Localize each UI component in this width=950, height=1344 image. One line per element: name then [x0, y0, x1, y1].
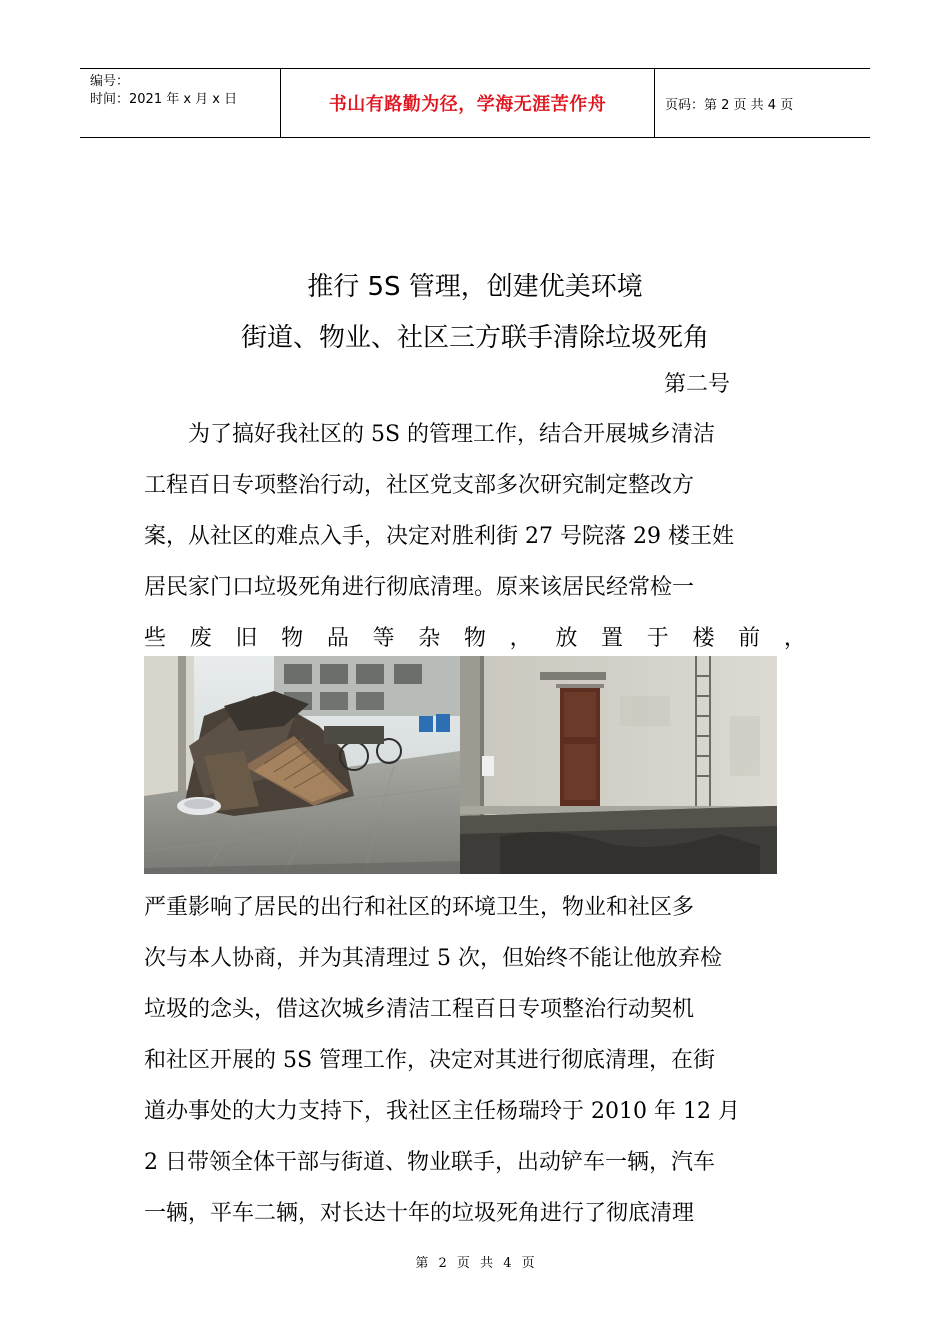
paragraph-2: [144, 882, 806, 1239]
page-footer: 第 2 页 共 4 页: [415, 1256, 535, 1271]
char: 于: [646, 626, 669, 651]
time-label: 时间：2021 年 x 月 x 日: [90, 92, 238, 107]
text-line: 案，从社区的难点入手，决定对胜利街 27 号院落 29 楼王姓: [144, 524, 734, 549]
text-line: 工程百日专项整治行动，社区党支部多次研究制定整改方: [144, 473, 695, 498]
char: 前: [738, 626, 761, 651]
char: ，: [509, 626, 532, 651]
char: 物: [463, 626, 486, 651]
junk-pile-photo: [144, 656, 460, 874]
number-label: 编号：: [90, 74, 130, 89]
paragraph-1: [144, 409, 806, 664]
title-line-1: 推行 5S 管理，创建优美环境: [307, 272, 643, 302]
header-page-label: 页码：第 2 页 共 4 页: [665, 97, 794, 113]
char: 等: [372, 626, 395, 651]
header-motto: 书山有路勤为径，学海无涯苦作舟: [280, 69, 655, 137]
text-line: 为了搞好我社区的 5S 的管理工作，结合开展城乡清洁: [144, 422, 716, 447]
text-line: 一辆，平车二辆，对长达十年的垃圾死角进行了彻底清理: [144, 1201, 695, 1226]
text-line: 垃圾的念头，借这次城乡清洁工程百日专项整治行动契机: [144, 997, 695, 1022]
cleaned-wall-photo: [460, 656, 777, 874]
char: 旧: [235, 626, 258, 651]
char: 置: [601, 626, 624, 651]
char: 些: [144, 626, 167, 651]
text-line: 道办事处的大力支持下，我社区主任杨瑞玲于 2010 年 12 月: [144, 1099, 740, 1124]
char: ，: [783, 626, 806, 651]
header-meta: [80, 69, 280, 137]
char: 楼: [692, 626, 715, 651]
text-line: 和社区开展的 5S 管理工作，决定对其进行彻底清理，在街: [144, 1048, 716, 1073]
char: 废: [189, 626, 212, 651]
char: 品: [326, 626, 349, 651]
header-table: [80, 68, 870, 138]
char: 杂: [418, 626, 441, 651]
char: 放: [555, 626, 578, 651]
text-line: 居民家门口垃圾死角进行彻底清理。原来该居民经常检一: [144, 575, 695, 600]
text-line: 2 日带领全体干部与街道、物业联手，出动铲车一辆，汽车: [144, 1150, 715, 1175]
title-line-2: 街道、物业、社区三方联手清除垃圾死角: [240, 323, 709, 353]
issue-number: 第二号: [664, 372, 731, 397]
text-line: 次与本人协商，并为其清理过 5 次，但始终不能让他放弃检: [144, 946, 722, 971]
char: 物: [281, 626, 304, 651]
text-line: 严重影响了居民的出行和社区的环境卫生，物业和社区多: [144, 895, 695, 920]
